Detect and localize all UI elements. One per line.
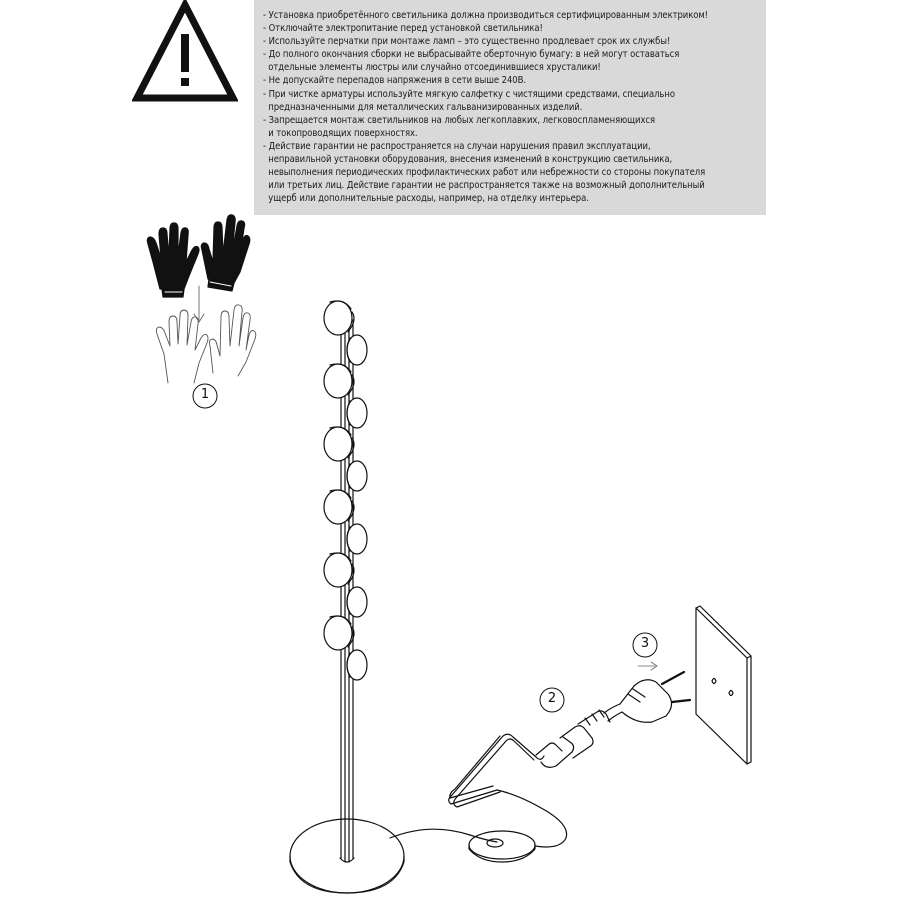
lamp-shade-back — [347, 524, 367, 554]
warning-line: - Действие гарантии не распространяется на случаи нарушения правил эксплуатации, — [263, 140, 651, 152]
step-number-2: 2 — [547, 691, 557, 706]
wall-socket-icon — [696, 606, 751, 764]
arrow-right-icon — [638, 662, 657, 670]
lamp-shade — [324, 301, 352, 335]
hands-icon — [156, 305, 255, 383]
warning-line: - Установка приобретённого светильника должна производиться сертифицированным электриком! — [263, 10, 709, 21]
warning-line: - Отключайте электропитание перед установкой светильника! — [263, 23, 543, 35]
floor-lamp-icon — [290, 301, 690, 893]
warning-line: или третьих лиц. Действие гарантии не распространяется также на возможный дополнительный — [263, 180, 705, 192]
warning-line: предназначенными для металлических гальванизированных изделий. — [263, 101, 583, 113]
warning-line: ущерб или дополнительные расходы, например, на отделку интерьера. — [263, 193, 589, 205]
warning-line: - Используйте перчатки при монтаже ламп – это существенно продлевает срок их службы! — [263, 36, 671, 48]
step-number-3: 3 — [640, 636, 650, 651]
warning-line: - До полного окончания сборки не выбрасывайте обертoчную бумагу: в ней могут оставаться — [263, 49, 680, 61]
warning-line: и токопроводящих поверхностях. — [263, 127, 418, 139]
lamp-shade-back — [347, 650, 367, 680]
warning-line: невыполнения периодических профилактических работ или небрежности со стороны покупателя — [263, 167, 706, 179]
lamp-shade — [324, 364, 352, 398]
lamp-shade-back — [347, 335, 367, 365]
lamp-shade-back — [347, 587, 367, 617]
warning-line: - Запрещается монтаж светильников на любых легкоплавких, легковоспламеняющихся — [263, 114, 656, 126]
lamp-shade — [324, 553, 352, 587]
lamp-shade — [324, 490, 352, 524]
warning-line: неправильной установки оборудования, внесения изменений в конструкцию светильника, — [263, 154, 673, 166]
lamp-shade — [324, 427, 352, 461]
step-number-1: 1 — [200, 387, 210, 402]
lamp-shade-back — [347, 461, 367, 491]
lamp-shade — [324, 616, 352, 650]
gloves-icon — [147, 215, 249, 297]
warning-line: отдельные элементы люстры или случайно отсоединившиеся хрусталики! — [263, 62, 601, 74]
warning-line: - Не допускайте перепадов напряжения в сети выше 240В. — [263, 75, 526, 87]
warning-line: - При чистке арматуры используйте мягкую салфетку с чистящими средствами, специально — [263, 88, 675, 100]
lamp-shade-back — [347, 398, 367, 428]
